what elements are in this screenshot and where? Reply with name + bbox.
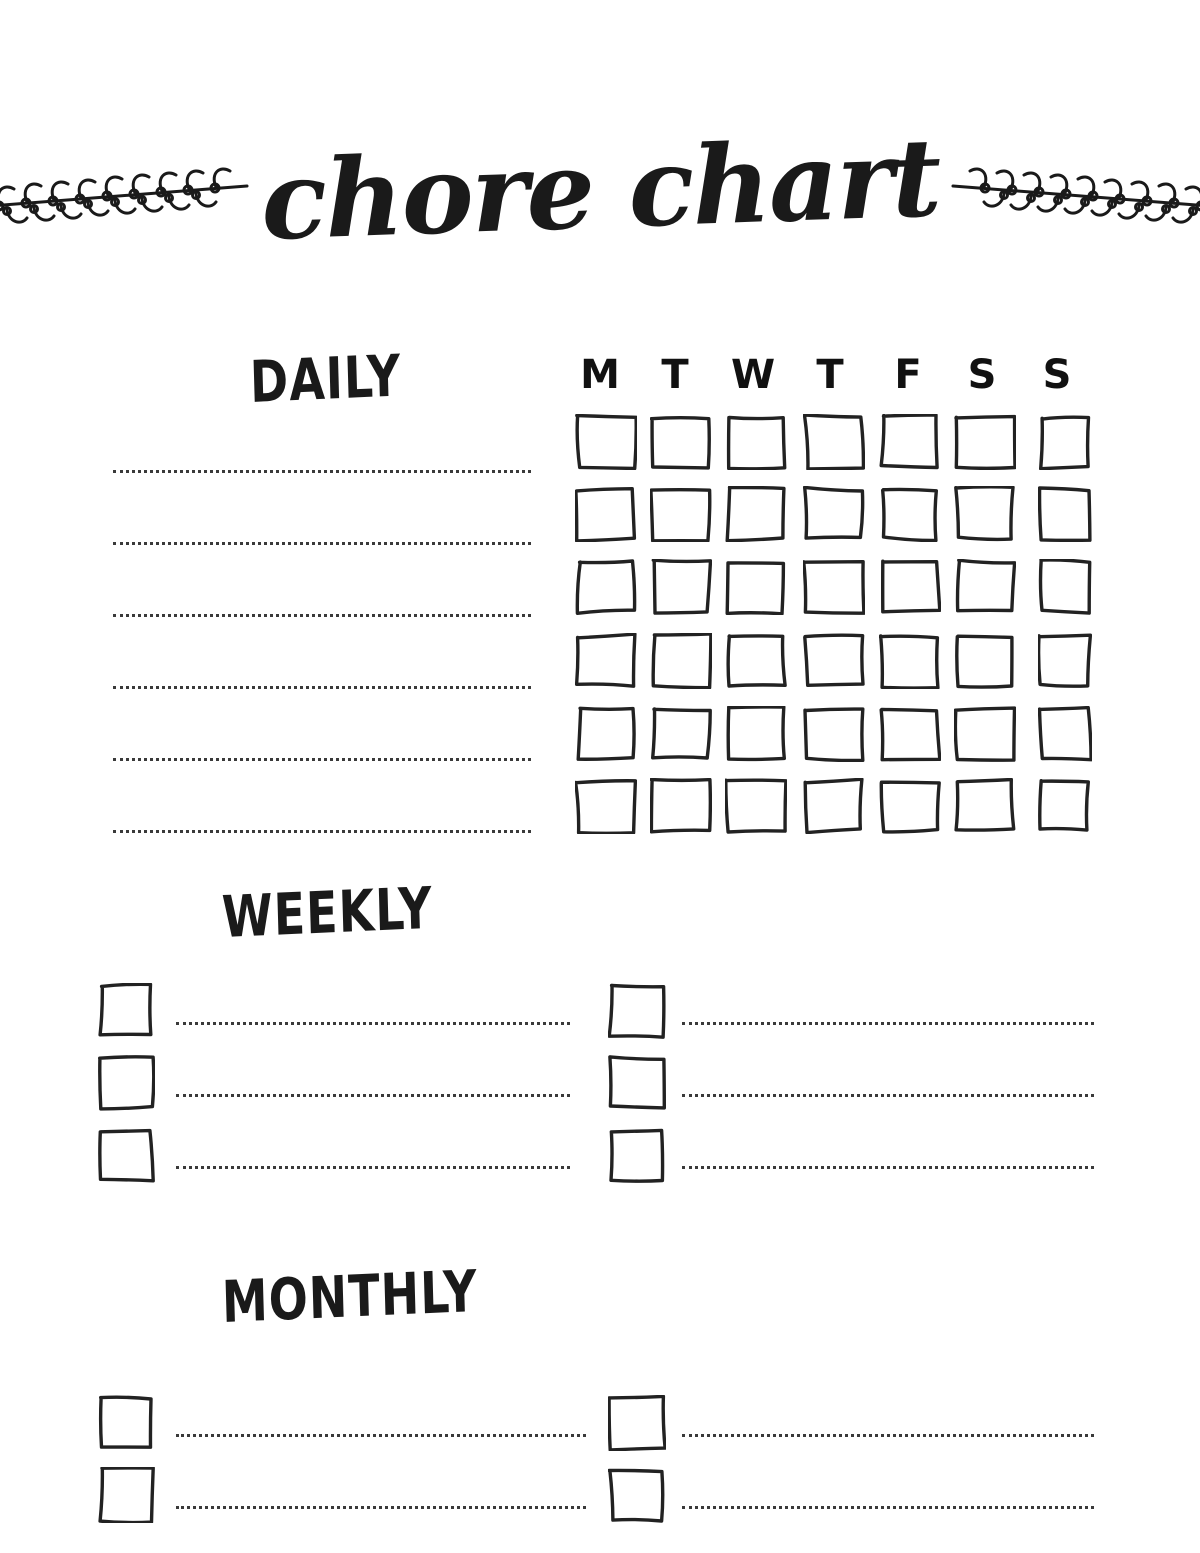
weekly-left-line-1[interactable]: [176, 1022, 570, 1025]
daily-checkbox-r2-c2[interactable]: [650, 486, 712, 542]
weekly-left-checkbox-1[interactable]: [97, 983, 155, 1039]
weekly-right-line-3[interactable]: [682, 1166, 1094, 1169]
daily-checkbox-r1-c6[interactable]: [954, 414, 1016, 470]
daily-checkbox-r2-c7[interactable]: [1038, 486, 1092, 542]
daily-checkbox-r5-c1[interactable]: [575, 706, 637, 762]
daily-checkbox-r4-c2[interactable]: [650, 633, 712, 689]
weekly-right-checkbox-2[interactable]: [608, 1055, 666, 1111]
daily-checkbox-r6-c4[interactable]: [803, 778, 865, 834]
daily-checkbox-r3-c3[interactable]: [725, 559, 787, 615]
weekly-right-checkbox-1[interactable]: [608, 983, 666, 1039]
vine-branch-right-icon: [945, 150, 1200, 230]
day-header-monday: M: [580, 352, 620, 398]
daily-checkbox-r1-c3[interactable]: [725, 414, 787, 470]
daily-checkbox-r3-c7[interactable]: [1038, 559, 1092, 615]
daily-checkbox-r4-c3[interactable]: [725, 633, 787, 689]
daily-task-line-2[interactable]: [113, 542, 531, 545]
day-header-saturday: S: [967, 352, 997, 398]
monthly-right-checkbox-2[interactable]: [608, 1467, 666, 1523]
weekly-right-line-2[interactable]: [682, 1094, 1094, 1097]
weekly-right-checkbox-3[interactable]: [608, 1127, 666, 1183]
daily-checkbox-r1-c2[interactable]: [650, 414, 712, 470]
page-header: [0, 110, 1200, 270]
vine-branch-left-icon: [0, 150, 255, 230]
weekly-left-line-2[interactable]: [176, 1094, 570, 1097]
daily-checkbox-r1-c1[interactable]: [575, 414, 637, 470]
daily-checkbox-r6-c2[interactable]: [650, 778, 712, 834]
daily-checkbox-r1-c4[interactable]: [803, 414, 865, 470]
daily-checkbox-r2-c1[interactable]: [575, 486, 637, 542]
monthly-right-line-2[interactable]: [682, 1506, 1094, 1509]
daily-checkbox-r3-c6[interactable]: [954, 559, 1016, 615]
day-header-friday: F: [894, 352, 922, 398]
daily-checkbox-r2-c3[interactable]: [725, 486, 787, 542]
day-header-wednesday: W: [730, 352, 776, 398]
daily-checkbox-r5-c7[interactable]: [1038, 706, 1092, 762]
daily-checkbox-r6-c1[interactable]: [575, 778, 637, 834]
monthly-left-checkbox-1[interactable]: [97, 1395, 155, 1451]
daily-task-line-6[interactable]: [113, 830, 531, 833]
day-header-sunday: S: [1042, 352, 1072, 398]
page-title: chore chart: [258, 115, 942, 265]
daily-checkbox-r4-c7[interactable]: [1038, 633, 1092, 689]
daily-checkbox-r5-c2[interactable]: [650, 706, 712, 762]
daily-checkbox-r5-c3[interactable]: [725, 706, 787, 762]
daily-checkbox-r3-c4[interactable]: [803, 559, 865, 615]
daily-checkbox-r5-c5[interactable]: [879, 706, 941, 762]
daily-checkbox-r6-c3[interactable]: [725, 778, 787, 834]
daily-task-line-4[interactable]: [113, 686, 531, 689]
daily-checkbox-r2-c6[interactable]: [954, 486, 1016, 542]
daily-checkbox-r3-c1[interactable]: [575, 559, 637, 615]
daily-checkbox-r4-c1[interactable]: [575, 633, 637, 689]
daily-checkbox-r3-c2[interactable]: [650, 559, 712, 615]
daily-checkbox-r2-c4[interactable]: [803, 486, 865, 542]
monthly-left-line-2[interactable]: [176, 1506, 586, 1509]
section-title-weekly: WEEKLY: [221, 874, 434, 951]
daily-checkbox-r2-c5[interactable]: [879, 486, 941, 542]
weekly-left-checkbox-2[interactable]: [97, 1055, 155, 1111]
daily-checkbox-r5-c4[interactable]: [803, 706, 865, 762]
daily-checkbox-r1-c7[interactable]: [1038, 414, 1092, 470]
daily-checkbox-r6-c7[interactable]: [1038, 778, 1092, 834]
daily-task-line-5[interactable]: [113, 758, 531, 761]
daily-checkbox-r6-c6[interactable]: [954, 778, 1016, 834]
monthly-left-line-1[interactable]: [176, 1434, 586, 1437]
section-title-daily: DAILY: [249, 341, 403, 416]
monthly-right-checkbox-1[interactable]: [608, 1395, 666, 1451]
daily-checkbox-r4-c4[interactable]: [803, 633, 865, 689]
daily-checkbox-r4-c6[interactable]: [954, 633, 1016, 689]
monthly-right-line-1[interactable]: [682, 1434, 1094, 1437]
daily-task-line-1[interactable]: [113, 470, 531, 473]
daily-checkbox-r4-c5[interactable]: [879, 633, 941, 689]
section-title-monthly: MONTHLY: [221, 1257, 479, 1336]
weekly-left-checkbox-3[interactable]: [97, 1127, 155, 1183]
daily-checkbox-r3-c5[interactable]: [879, 559, 941, 615]
daily-checkbox-r5-c6[interactable]: [954, 706, 1016, 762]
day-header-thursday: T: [816, 352, 844, 398]
daily-task-line-3[interactable]: [113, 614, 531, 617]
daily-checkbox-r1-c5[interactable]: [879, 414, 941, 470]
daily-checkbox-r6-c5[interactable]: [879, 778, 941, 834]
weekly-right-line-1[interactable]: [682, 1022, 1094, 1025]
monthly-left-checkbox-2[interactable]: [97, 1467, 155, 1523]
weekly-left-line-3[interactable]: [176, 1166, 570, 1169]
day-header-tuesday: T: [661, 352, 689, 398]
